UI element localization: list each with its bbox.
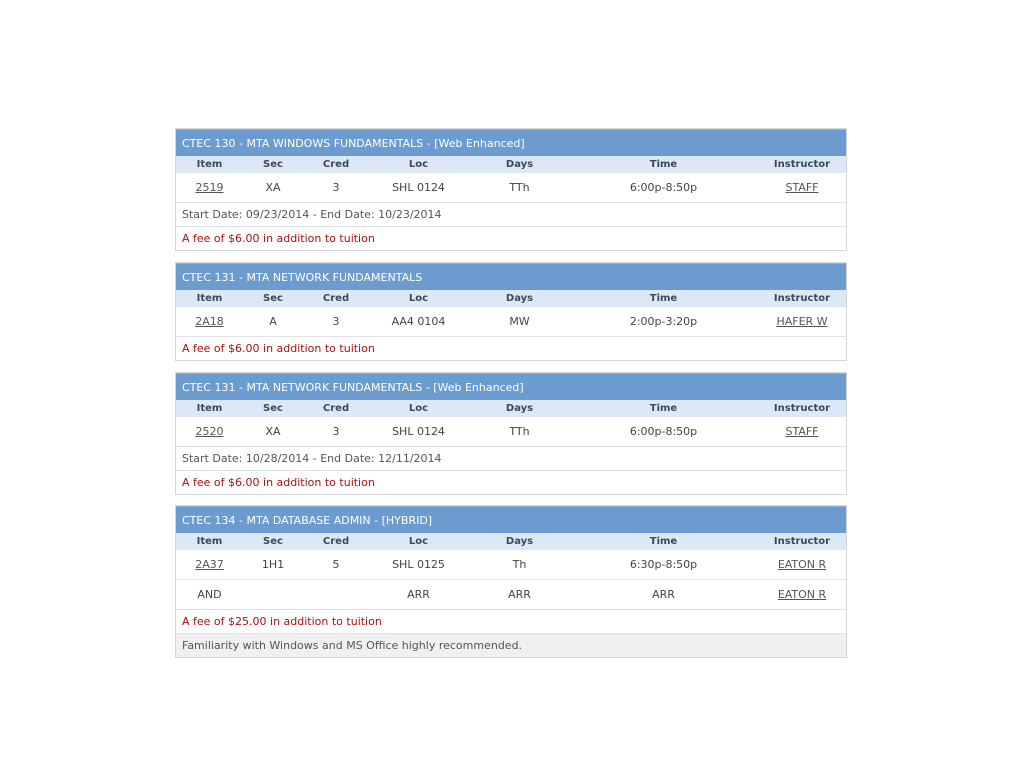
item-number-link[interactable]: 2A37 xyxy=(195,558,224,571)
item-number-link[interactable]: 2519 xyxy=(195,181,224,194)
header-loc: Loc xyxy=(408,536,429,547)
section-code: XA xyxy=(265,181,281,194)
item-number-link[interactable]: 2A18 xyxy=(195,315,224,328)
location: SHL 0124 xyxy=(392,425,445,438)
fee-note: A fee of $6.00 in addition to tuition xyxy=(182,476,375,489)
header-loc: Loc xyxy=(408,293,429,304)
days: TTh xyxy=(509,425,530,438)
column-header-row xyxy=(176,400,846,417)
header-sec: Sec xyxy=(263,536,283,547)
column-header-row xyxy=(176,290,846,307)
course-block-ctec-131 xyxy=(175,262,847,361)
section-row xyxy=(176,307,846,337)
section-row-additional xyxy=(176,580,846,610)
fee-note: A fee of $6.00 in addition to tuition xyxy=(182,232,375,245)
time: ARR xyxy=(652,588,675,601)
location: AA4 0104 xyxy=(391,315,446,328)
days: MW xyxy=(509,315,530,328)
days: TTh xyxy=(509,181,530,194)
days: ARR xyxy=(508,588,531,601)
header-days: Days xyxy=(505,403,534,414)
header-days: Days xyxy=(505,536,534,547)
section-row xyxy=(176,550,846,580)
header-cred: Cred xyxy=(322,536,350,547)
course-title: CTEC 134 - MTA DATABASE ADMIN - [HYBRID] xyxy=(176,506,846,533)
credits: 5 xyxy=(332,558,340,571)
column-header-row xyxy=(176,156,846,173)
section-code: XA xyxy=(265,425,281,438)
header-instructor: Instructor xyxy=(773,403,831,414)
header-time: Time xyxy=(649,403,678,414)
time: 6:30p-8:50p xyxy=(629,558,698,571)
location: ARR xyxy=(407,588,430,601)
course-block-ctec-130 xyxy=(175,128,847,251)
header-item: Item xyxy=(196,159,223,170)
course-block-ctec-134 xyxy=(175,505,847,658)
column-header-row xyxy=(176,533,846,550)
fee-note: A fee of $25.00 in addition to tuition xyxy=(176,610,846,634)
credits: 3 xyxy=(332,425,340,438)
course-title: CTEC 131 - MTA NETWORK FUNDAMENTALS xyxy=(176,263,846,290)
course-title: CTEC 131 - MTA NETWORK FUNDAMENTALS - [Web Enhanced] xyxy=(176,373,846,400)
section-row xyxy=(176,417,846,447)
date-range: Start Date: 09/23/2014 - End Date: 10/23/2014 xyxy=(176,203,846,227)
time: 2:00p-3:20p xyxy=(629,315,698,328)
header-instructor: Instructor xyxy=(773,536,831,547)
header-days: Days xyxy=(505,293,534,304)
fee-note: A fee of $6.00 in addition to tuition xyxy=(182,342,375,355)
header-instructor: Instructor xyxy=(773,293,831,304)
header-loc: Loc xyxy=(408,403,429,414)
days: Th xyxy=(512,558,527,571)
location: SHL 0125 xyxy=(392,558,445,571)
header-item: Item xyxy=(196,403,223,414)
header-sec: Sec xyxy=(263,403,283,414)
section-row xyxy=(176,173,846,203)
header-cred: Cred xyxy=(322,159,350,170)
header-item: Item xyxy=(196,293,223,304)
header-sec: Sec xyxy=(263,159,283,170)
time: 6:00p-8:50p xyxy=(629,181,698,194)
header-time: Time xyxy=(649,293,678,304)
section-code: 1H1 xyxy=(261,558,285,571)
time: 6:00p-8:50p xyxy=(629,425,698,438)
course-block-ctec-131-web xyxy=(175,372,847,495)
instructor-link[interactable]: EATON R xyxy=(777,558,827,571)
item-number-link[interactable]: 2520 xyxy=(195,425,224,438)
header-sec: Sec xyxy=(263,293,283,304)
instructor-link[interactable]: HAFER W xyxy=(776,315,828,328)
instructor-link[interactable]: STAFF xyxy=(785,181,819,194)
date-range: Start Date: 10/28/2014 - End Date: 12/11/2014 xyxy=(176,447,846,471)
header-loc: Loc xyxy=(408,159,429,170)
credits: 3 xyxy=(332,315,340,328)
header-cred: Cred xyxy=(322,293,350,304)
item-conjunction: AND xyxy=(197,588,222,601)
instructor-link[interactable]: EATON R xyxy=(777,588,827,601)
header-instructor: Instructor xyxy=(773,159,831,170)
header-days: Days xyxy=(505,159,534,170)
location: SHL 0124 xyxy=(392,181,445,194)
course-note: Familiarity with Windows and MS Office highly recommended. xyxy=(176,634,846,657)
header-cred: Cred xyxy=(322,403,350,414)
section-code: A xyxy=(269,315,277,328)
course-title: CTEC 130 - MTA WINDOWS FUNDAMENTALS - [Web Enhanced] xyxy=(176,129,846,156)
header-item: Item xyxy=(196,536,223,547)
header-time: Time xyxy=(649,159,678,170)
header-time: Time xyxy=(649,536,678,547)
instructor-link[interactable]: STAFF xyxy=(785,425,819,438)
credits: 3 xyxy=(332,181,340,194)
